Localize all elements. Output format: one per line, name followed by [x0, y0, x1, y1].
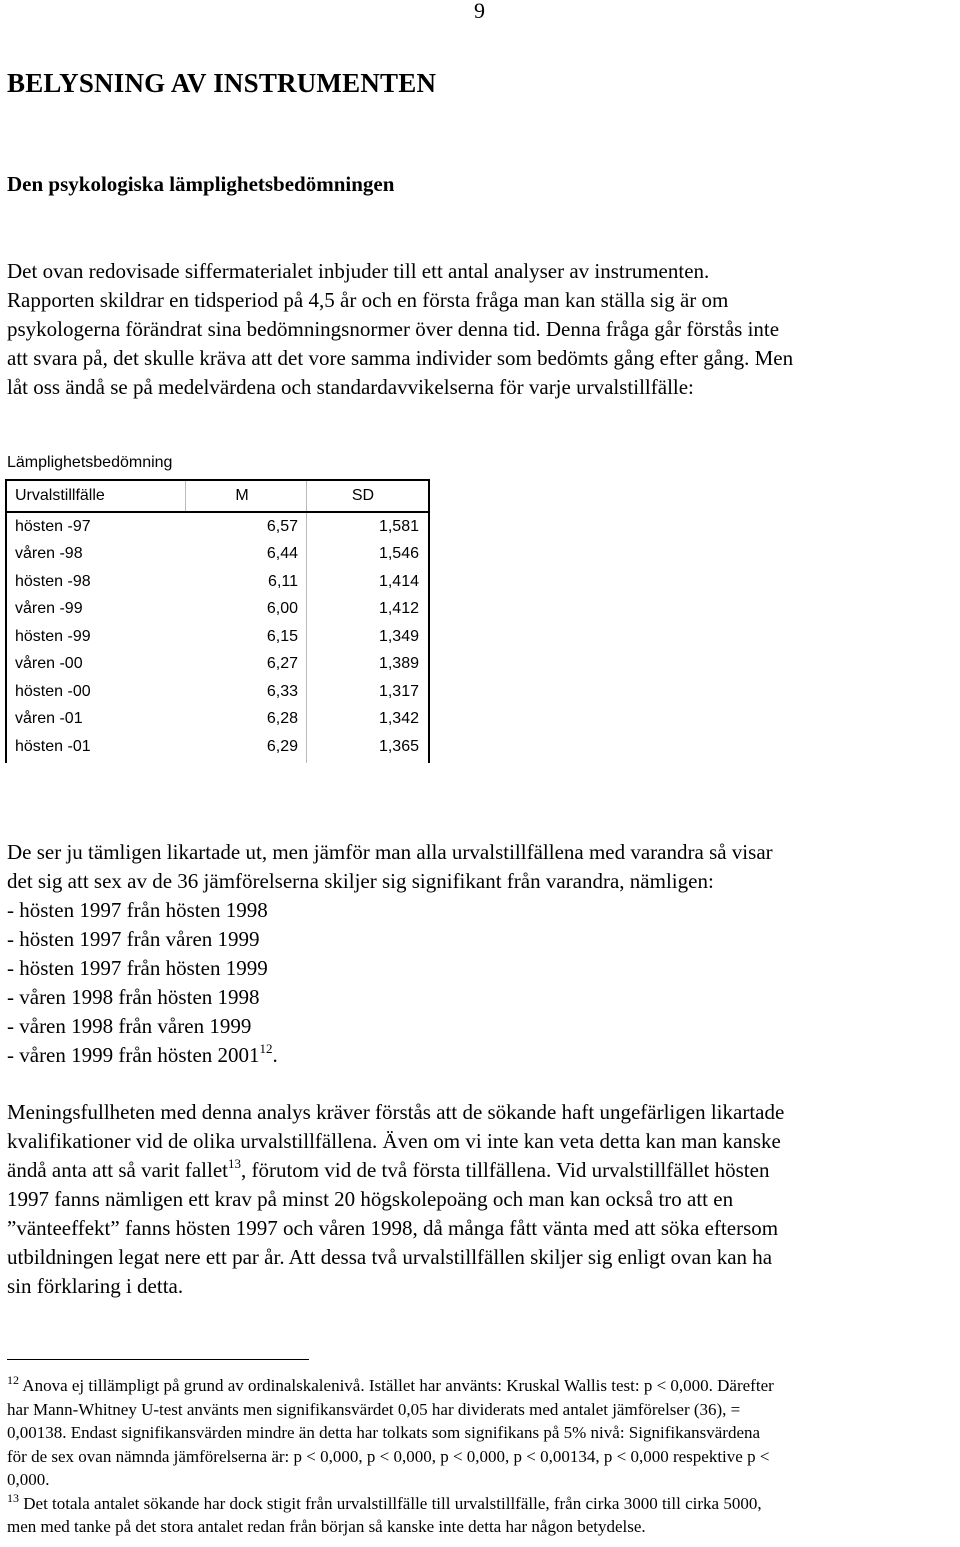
text-line: [7, 1156, 957, 1185]
cell-mean: 6,27: [186, 651, 307, 679]
footnote-12: [7, 1374, 959, 1398]
list-item: - hösten 1997 från våren 1999: [7, 927, 260, 951]
footnote-text: har Mann-Whitney U-test använts men signifikansvärdet 0,05 har dividerats med antalet jämförelser (36), =: [7, 1399, 741, 1419]
cell-sd: 1,349: [307, 623, 430, 651]
cell-mean: 6,28: [186, 706, 307, 734]
column-header-mean: M: [186, 480, 307, 512]
text-line: psykologerna förändrat sina bedömningsnormer över denna tid. Denna fråga går förstås inte: [7, 317, 780, 341]
text-line: sin förklaring i detta.: [7, 1274, 184, 1298]
page-number: 9: [474, 0, 485, 23]
text-line: låt oss ändå se på medelvärdena och standardavvikelserna för varje urvalstillfälle:: [7, 375, 694, 399]
table-row: [6, 512, 429, 541]
intro-paragraph: [7, 257, 957, 402]
subsection-heading: Den psykologiska lämplighetsbedömningen: [7, 172, 395, 196]
footnote-text: 0,00138. Endast signifikansvärden mindre än detta har tolkats som signifikans på 5% nivå: Signifikansvärdena: [7, 1423, 761, 1442]
text-line: utbildningen legat nere ett par år. Att dessa två urvalstillfällen skiljer sig enligt ovan kan ha: [7, 1245, 773, 1269]
sentence-end: .: [272, 1043, 278, 1067]
cell-session: hösten -00: [6, 678, 186, 706]
text-segment: , förutom vid de två första tillfällena. Vid urvalstillfället hösten: [240, 1158, 770, 1182]
table-row: [6, 596, 429, 624]
list-item: [7, 1041, 957, 1070]
cell-sd: 1,581: [307, 512, 430, 541]
footnote-number: 13: [7, 1490, 19, 1505]
table-row: [6, 733, 429, 763]
cell-sd: 1,546: [307, 541, 430, 569]
text-segment: ändå anta att så varit fallet: [7, 1158, 228, 1182]
cell-mean: 6,11: [186, 568, 307, 596]
list-item: - våren 1998 från hösten 1998: [7, 985, 260, 1009]
footnote-divider: [7, 1359, 309, 1360]
table-header-row: [6, 480, 429, 512]
footnote-text: Anova ej tillämpligt på grund av ordinalskalenivå. Istället har använts: Kruskal Wallis test: p < 0,000. Därefter: [19, 1376, 774, 1395]
cell-session: hösten -97: [6, 512, 186, 541]
footnote-text: 0,000.: [7, 1470, 50, 1489]
cell-sd: 1,342: [307, 706, 430, 734]
list-item: - hösten 1997 från hösten 1998: [7, 898, 268, 922]
text-line: kvalifikationer vid de olika urvalstillfällena. Även om vi inte kan veta detta kan man kanske: [7, 1129, 781, 1153]
footnote-text: men med tanke på det stora antalet redan från början så kanske inte detta har någon betydelse.: [7, 1517, 646, 1536]
footnote-text: Det totala antalet sökande har dock stigit från urvalstillfälle till urvalstillfälle, från cirka 3000 till cirka 5000,: [19, 1493, 762, 1513]
text-line: Meningsfullheten med denna analys kräver förstås att de sökande haft ungefärligen likartade: [7, 1100, 785, 1124]
footnote-ref-12[interactable]: 12: [259, 1041, 273, 1056]
footnote-number: 12: [7, 1373, 19, 1387]
footnote-ref-13[interactable]: 13: [227, 1156, 241, 1171]
cell-mean: 6,33: [186, 678, 307, 706]
cell-session: hösten -01: [6, 733, 186, 763]
list-item-text: - våren 1999 från hösten 2001: [7, 1043, 260, 1067]
footnote-13: [7, 1492, 959, 1516]
cell-session: hösten -98: [6, 568, 186, 596]
cell-mean: 6,29: [186, 733, 307, 763]
cell-mean: 6,15: [186, 623, 307, 651]
text-line: De ser ju tämligen likartade ut, men jämför man alla urvalstillfällena med varandra så visar: [7, 840, 773, 864]
meaning-paragraph: [7, 1098, 957, 1301]
table-row: [6, 651, 429, 679]
table-row: [6, 568, 429, 596]
section-heading: BELYSNING AV INSTRUMENTEN: [7, 68, 437, 98]
cell-session: våren -99: [6, 596, 186, 624]
cell-sd: 1,414: [307, 568, 430, 596]
text-line: det sig att sex av de 36 jämförelserna skiljer sig signifikant från varandra, nämligen:: [7, 869, 714, 893]
table-row: [6, 678, 429, 706]
text-line: ”vänteeffekt” fanns hösten 1997 och våren 1998, då många fått vänta med att söka eftersom: [7, 1216, 779, 1240]
footnotes: [7, 1374, 959, 1539]
table-row: [6, 623, 429, 651]
table-row: [6, 706, 429, 734]
comparison-paragraph: [7, 838, 957, 1070]
cell-session: våren -01: [6, 706, 186, 734]
list-item: - våren 1998 från våren 1999: [7, 1014, 252, 1038]
text-line: att svara på, det skulle kräva att det vore samma individer som bedömts gång efter gång. Men: [7, 346, 794, 370]
text-line: Det ovan redovisade siffermaterialet inbjuder till ett antal analyser av instrumenten.: [7, 259, 710, 283]
text-line: Rapporten skildrar en tidsperiod på 4,5 år och en första fråga man kan ställa sig är om: [7, 288, 729, 312]
cell-sd: 1,412: [307, 596, 430, 624]
column-header-session: Urvalstillfälle: [6, 480, 186, 512]
cell-session: våren -00: [6, 651, 186, 679]
table-caption: Lämplighetsbedömning: [7, 454, 173, 471]
column-header-sd: SD: [307, 480, 430, 512]
footnote-text: för de sex ovan nämnda jämförelserna är: p < 0,000, p < 0,000, p < 0,000, p < 0,00134, p < 0,000 respektive p <: [7, 1446, 770, 1466]
text-line: 1997 fanns nämligen ett krav på minst 20 högskolepoäng och man kan också tro att en: [7, 1187, 734, 1211]
cell-mean: 6,44: [186, 541, 307, 569]
assessment-table: [5, 479, 430, 763]
cell-sd: 1,389: [307, 651, 430, 679]
cell-mean: 6,00: [186, 596, 307, 624]
list-item: - hösten 1997 från hösten 1999: [7, 956, 268, 980]
cell-sd: 1,317: [307, 678, 430, 706]
table-row: [6, 541, 429, 569]
cell-session: hösten -99: [6, 623, 186, 651]
cell-mean: 6,57: [186, 512, 307, 541]
cell-sd: 1,365: [307, 733, 430, 763]
cell-session: våren -98: [6, 541, 186, 569]
